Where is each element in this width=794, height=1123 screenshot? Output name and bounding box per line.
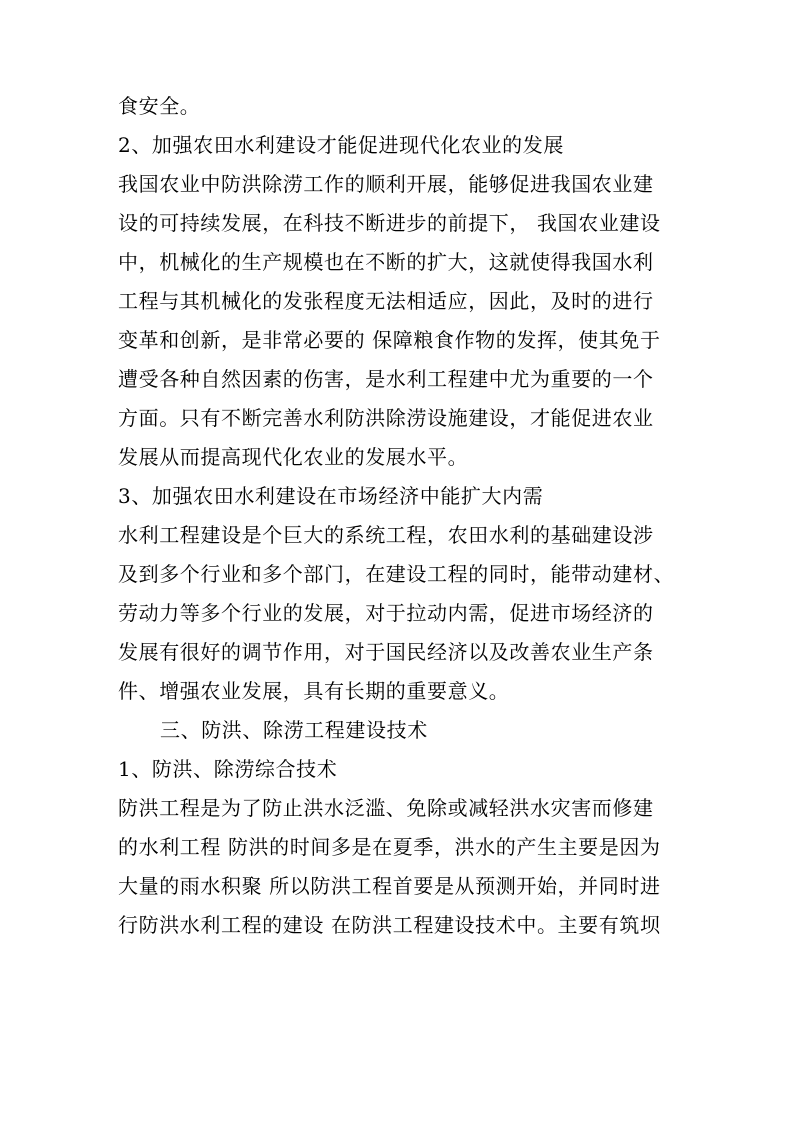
text-line: 食安全。 (118, 94, 201, 118)
chapter-heading: 三、防洪、除涝工程建设技术 (160, 718, 428, 742)
text-line: 行防洪水利工程的建设 在防洪工程建设技术中。主要有筑坝 (118, 913, 661, 937)
section-heading: 3、加强农田水利建设在市场经济中能扩大内需 (118, 484, 544, 508)
section-heading: 1、防洪、除涝综合技术 (118, 757, 338, 781)
text-line: 及到多个行业和多个部门，在建设工程的同时，能带动建材、 (118, 562, 675, 586)
text-line: 设的可持续发展，在科技不断进步的前提下， 我国农业建设 (118, 211, 661, 235)
section-heading: 2、加强农田水利建设才能促进现代化农业的发展 (118, 133, 564, 157)
text-line: 发展从而提高现代化农业的发展水平。 (118, 445, 469, 469)
text-line: 工程与其机械化的发张程度无法相适应，因此，及时的进行 (118, 289, 654, 313)
document-body (118, 96, 678, 954)
text-line: 的水利工程 防洪的时间多是在夏季，洪水的产生主要是因为 (118, 835, 661, 859)
text-line: 方面。只有不断完善水利防洪除涝设施建设，才能促进农业 (118, 406, 654, 430)
text-line: 防洪工程是为了防止洪水泛滥、免除或减轻洪水灾害而修建 (118, 796, 654, 820)
text-line: 水利工程建设是个巨大的系统工程，农田水利的基础建设涉 (118, 523, 654, 547)
text-line: 我国农业中防洪除涝工作的顺利开展，能够促进我国农业建 (118, 172, 654, 196)
text-line: 大量的雨水积聚 所以防洪工程首要是从预测开始，并同时进 (118, 874, 661, 898)
text-line: 遭受各种自然因素的伤害，是水利工程建中尤为重要的一个 (118, 367, 654, 391)
text-line: 变革和创新，是非常必要的 保障粮食作物的发挥，使其免于 (118, 328, 661, 352)
text-line: 中，机械化的生产规模也在不断的扩大，这就使得我国水利 (118, 250, 654, 274)
text-line: 劳动力等多个行业的发展，对于拉动内需，促进市场经济的 (118, 601, 654, 625)
text-line: 件、增强农业发展，具有长期的重要意义。 (118, 679, 510, 703)
text-line: 发展有很好的调节作用，对于国民经济以及改善农业生产条 (118, 640, 654, 664)
